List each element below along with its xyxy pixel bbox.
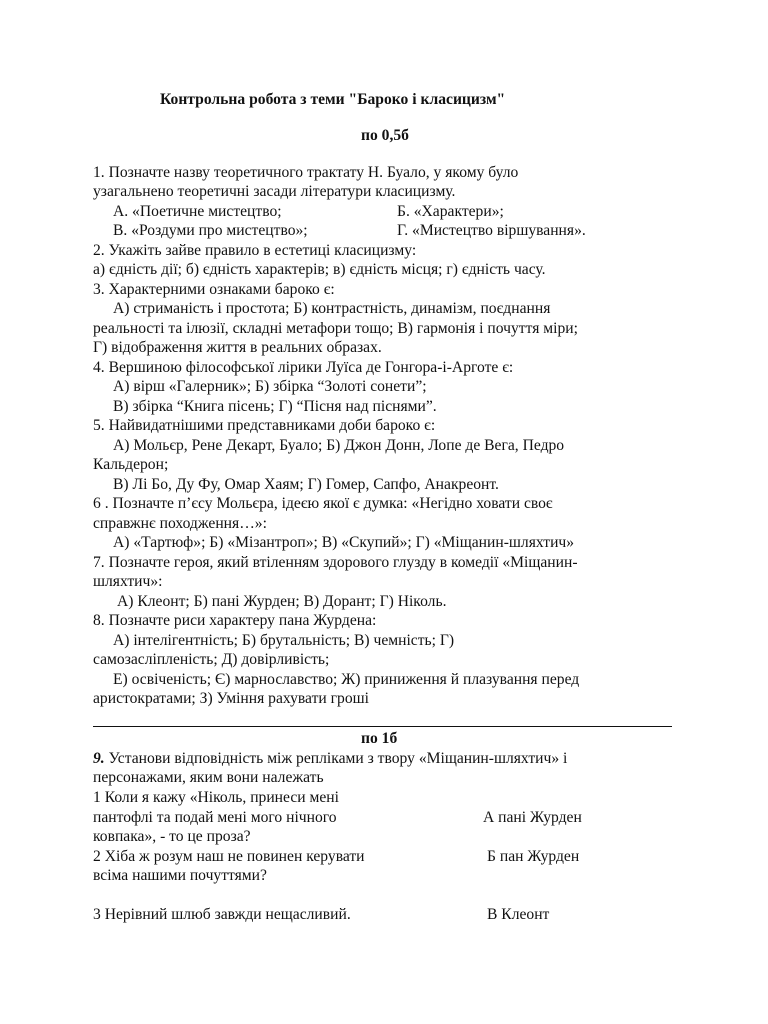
q1-option-g: Г. «Мистецтво віршування». <box>397 222 586 239</box>
document-title: Контрольна робота з теми "Бароко і класицизм" <box>160 91 506 108</box>
q1-option-a: А. «Поетичне мистецтво; <box>113 203 282 220</box>
q3-options-cont2: Г) відображення життя в реальних образах. <box>93 339 382 356</box>
q9-text-body: Установи відповідність між репліками з твору «Міщанин-шляхтич» і <box>104 750 568 767</box>
q1-option-v: В. «Роздуми про мистецтво»; <box>113 222 308 239</box>
section-heading-05: по 0,5б <box>361 127 409 144</box>
q2-options: а) єдність дії; б) єдність характерів; в) єдність місця; г) єдність часу. <box>93 261 546 278</box>
q7-text-cont: шляхтич»: <box>93 573 163 590</box>
q9-replica-1-cont2: ковпака», - то це проза? <box>93 828 251 845</box>
q3-options: А) стриманість і простота; Б) контрастність, динамізм, поєднання <box>113 300 551 317</box>
q9-replica-2: 2 Хіба ж розум наш не повинен керувати <box>93 848 365 865</box>
q9-person-a: А пані Журден <box>483 809 582 826</box>
q6-text-cont: справжнє походження…»: <box>93 515 267 532</box>
q8-options-cont: самозасліпленість; Д) довірливість; <box>93 651 330 668</box>
q6-options: А) «Тартюф»; Б) «Мізантроп»; В) «Скупий»; Г) «Міщанин-шляхтич» <box>113 534 575 551</box>
q5-options-cont: Кальдерон; <box>93 456 169 473</box>
q9-replica-2-cont: всіма нашими почуттями? <box>93 867 267 884</box>
q4-options: А) вірш «Галерник»; Б) збірка “Золоті сонети”; <box>113 378 427 395</box>
section-heading-1: по 1б <box>361 730 398 747</box>
q1-text-cont: узагальнено теоретичні засади літератури класицизму. <box>93 183 456 200</box>
q5-options-cont2: В) Лі Бо, Ду Фу, Омар Хаям; Г) Гомер, Сапфо, Анакреонт. <box>113 476 499 493</box>
q9-text-cont: персонажами, яким вони належать <box>93 769 324 786</box>
q6-text: 6 . Позначте п’єсу Мольєра, ідеєю якої є думка: «Негідно ховати своє <box>93 495 553 512</box>
q1-text: 1. Позначте назву теоретичного трактату Н. Буало, у якому було <box>93 164 519 181</box>
q8-options: А) інтелігентність; Б) брутальність; В) чемність; Г) <box>113 632 455 649</box>
q9-replica-1: 1 Коли я кажу «Ніколь, принеси мені <box>93 789 339 806</box>
q3-text: 3. Характерними ознаками бароко є: <box>93 281 335 298</box>
section-divider <box>93 726 672 727</box>
q4-options-cont: В) збірка “Книга пісень; Г) “Пісня над піснями”. <box>113 398 437 415</box>
q9-number: 9. <box>93 750 105 767</box>
q8-options-cont3: аристократами; З) Уміння рахувати гроші <box>93 690 369 707</box>
q7-options: А) Клеонт; Б) пані Журден; В) Дорант; Г) Ніколь. <box>117 593 447 610</box>
q9-text <box>93 749 567 768</box>
q5-options: А) Мольєр, Рене Декарт, Буало; Б) Джон Донн, Лопе де Вега, Педро <box>113 437 565 454</box>
q2-text: 2. Укажіть зайве правило в естетиці класицизму: <box>93 242 417 259</box>
q9-replica-3: 3 Нерівний шлюб завжди нещасливий. <box>93 906 351 923</box>
q8-text: 8. Позначте риси характеру пана Журдена: <box>93 612 377 629</box>
q3-options-cont: реальності та ілюзії, складні метафори тощо; В) гармонія і почуття міри; <box>93 320 578 337</box>
q5-text: 5. Найвидатнішими представниками доби бароко є: <box>93 417 436 434</box>
q9-person-v: В Клеонт <box>487 906 550 923</box>
q4-text: 4. Вершиною філософської лірики Луїса де Гонгора-і-Арготе є: <box>93 359 514 376</box>
q7-text: 7. Позначте героя, який втіленням здорового глузду в комедії «Міщанин- <box>93 554 578 571</box>
q9-replica-1-cont: пантофлі та подай мені мого нічного <box>93 809 337 826</box>
q1-option-b: Б. «Характери»; <box>397 203 504 220</box>
q9-person-b: Б пан Журден <box>487 848 580 865</box>
q8-options-cont2: Е) освіченість; Є) марнославство; Ж) приниження й плазування перед <box>113 671 580 688</box>
